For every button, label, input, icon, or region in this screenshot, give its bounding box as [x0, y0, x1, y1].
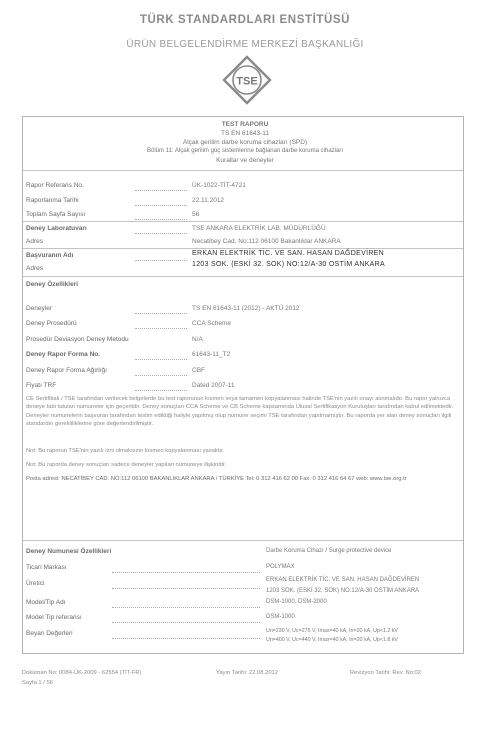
note-paragraph: Not: Bu raporda deney sonuçları sadece deneyler yapılan numuneye ilişkindir.	[26, 462, 227, 468]
field-label: Deney Prosedürü	[26, 320, 77, 327]
field-label: Beyan Değerleri	[26, 630, 73, 637]
field-label: Raporlanma Tarihi	[26, 197, 79, 204]
field-value: 56	[192, 211, 200, 218]
field-label: Deney Rapor Forma Ağırlığı	[26, 367, 107, 374]
divider	[23, 248, 463, 249]
department-name: ÜRÜN BELGELENDİRME MERKEZİ BAŞKANLIĞI	[126, 39, 364, 50]
field-label: Model/Tip Adı	[26, 599, 66, 606]
report-part-title: Bölüm 11: Alçak gerilim güç sistemlerine bağlanan darbe koruma cihazları	[147, 148, 343, 154]
field-value: Necatibey Cad. No:112 06100 Bakanlıklar ANKARA	[192, 238, 341, 245]
field-value: 1203 SOK. (ESKİ 32. SOK) NO:12/A-30 OSTİM ANKARA	[266, 588, 420, 594]
institute-name: TÜRK STANDARDLARI ENSTİTÜSÜ	[139, 14, 351, 26]
divider	[23, 170, 463, 171]
divider	[23, 221, 463, 222]
field-label: Adres	[26, 238, 43, 245]
field-label: Model Tip referansı	[26, 614, 82, 621]
dotted-leader	[135, 219, 187, 220]
field-label: Fiyatı TRF	[26, 382, 57, 389]
dotted-leader	[135, 313, 187, 314]
field-value: N/A	[192, 336, 203, 343]
field-value: ERKAN ELEKTRİK TİC. VE SAN. HASAN DAĞDEVİREN	[266, 577, 420, 583]
field-value: ÜK-1022-TİT-4721	[192, 182, 246, 189]
field-label: Deney Rapor Forma No.	[26, 351, 101, 358]
dotted-leader	[135, 233, 187, 234]
field-value: Un=400 V, Uc=440 V, Imax=40 kA, In=20 kA, Up<1.8 kV	[266, 637, 398, 643]
field-label: Adres	[26, 265, 43, 272]
dotted-leader	[135, 375, 187, 376]
dotted-leader	[112, 572, 260, 573]
address-paragraph: Posta adresi: NECATİBEY CAD. NO:112 06100 BAKANLIKLAR ANKARA / TÜRKİYE Tel: 0 312 416 62 00 Fax: 0 312 416 64 67 web: www.tse.org.tr	[26, 476, 407, 482]
report-frame	[22, 116, 464, 654]
section-label: Deney Özellikleri	[26, 281, 79, 288]
dotted-leader	[112, 607, 260, 608]
dotted-leader	[112, 622, 260, 623]
divider	[23, 540, 463, 541]
footer-doc-no: Doküman No: 0084-ÜK-2009 - 62554 (TİT-FR)	[22, 670, 142, 676]
field-value: CCA Scheme	[192, 320, 232, 327]
field-value: POLYMAX	[266, 564, 295, 570]
field-label: Ticari Markası	[26, 564, 67, 571]
note-paragraph: Not: Bu raporun TSE'nin yazılı izni olmaksızın kısmen kopyalanması yasaktır.	[26, 448, 225, 454]
dotted-leader	[135, 260, 187, 261]
field-label: Deney Numunesi Özellikleri	[26, 548, 112, 555]
field-value: 1203 SOK. (ESKİ 32. SOK) NO:12/A-30 OSTİM ANKARA	[192, 261, 385, 268]
report-subtitle: Alçak gerilim darbe koruma cihazları (SPD)	[182, 139, 308, 146]
field-label: Üretici	[26, 580, 45, 587]
dotted-leader	[135, 359, 187, 360]
field-label: Deney Laboratuvarı	[26, 225, 87, 232]
field-label: Deneyler	[26, 305, 53, 312]
footer-date: Yayın Tarihi: 22.08.2012	[216, 670, 278, 676]
report-standard: TS EN 61643-11	[221, 130, 269, 137]
field-label: Prosedür Deviasyon Deney Metodu	[26, 336, 129, 343]
disclaimer-paragraph: CE Sertifikalı / TSE tarafından verilecek belgelerde bu test raporunun kısmen veya tamamen kopyalanması halinde TSE'nin yazılı onayı alınmalıdır. Bu rapor yalnızca deneye tabi tutulan numuneler için geçerlidir. Deney sonuçları CCA Scheme ve CB Scheme kapsamında Ulusal Sertifikasyon Kuruluşları tarafından kabul edilmektedir. Deneyler numunelerin başvuran tarafından teslim edildiği haliyle yapılmış olup numune seçimi TSE tarafından yapılmamıştır. Bu raporda yer alan deney sonuçları ilgili standardın gerekliliklerine göre değerlendirilmiştir.	[26, 396, 454, 428]
footer-revision: Revizyon Tarihi: Rev. No:02	[350, 670, 421, 676]
dotted-leader	[135, 190, 187, 191]
field-value: TS EN 61643-11 (2012) - AKTÜ 2012	[192, 305, 300, 312]
field-value: CBF	[192, 367, 205, 374]
field-value: Darbe Koruma Cihazı / Surge protective device	[266, 548, 392, 554]
field-value: ERKAN ELEKTRİK TİC. VE SAN. HASAN DAĞDEVİREN	[192, 250, 385, 257]
logo-text: TSE	[236, 75, 258, 88]
field-value: Dated 2007-11	[192, 382, 235, 389]
divider	[23, 276, 463, 277]
field-label: Toplam Sayfa Sayısı	[26, 211, 86, 218]
report-rules: Kurallar ve deneyler	[216, 157, 274, 164]
field-value: Un=230 V, Uc=275 V, Imax=40 kA, In=20 kA, Up<1.2 kV	[266, 628, 398, 634]
footer-page: Sayfa 1 / 56	[22, 680, 53, 686]
field-label: Başvuranın Adı	[26, 252, 74, 259]
dotted-leader	[112, 638, 260, 639]
field-value: TSE ANKARA ELEKTRİK LAB. MÜDÜRLÜĞÜ	[192, 225, 326, 232]
dotted-leader	[135, 205, 187, 206]
field-value: DSM-1000, DSM-2000	[266, 599, 327, 605]
field-value: 61643-11_T2	[192, 351, 231, 358]
dotted-leader	[112, 588, 260, 589]
field-value: 22.11.2012	[192, 197, 225, 204]
dotted-leader	[135, 328, 187, 329]
dotted-leader	[135, 390, 187, 391]
report-title: TEST RAPORU	[221, 121, 269, 128]
tse-logo-icon	[222, 55, 272, 105]
field-label: Rapor Referans No.	[26, 182, 84, 189]
field-value: DSM-1000	[266, 614, 295, 620]
